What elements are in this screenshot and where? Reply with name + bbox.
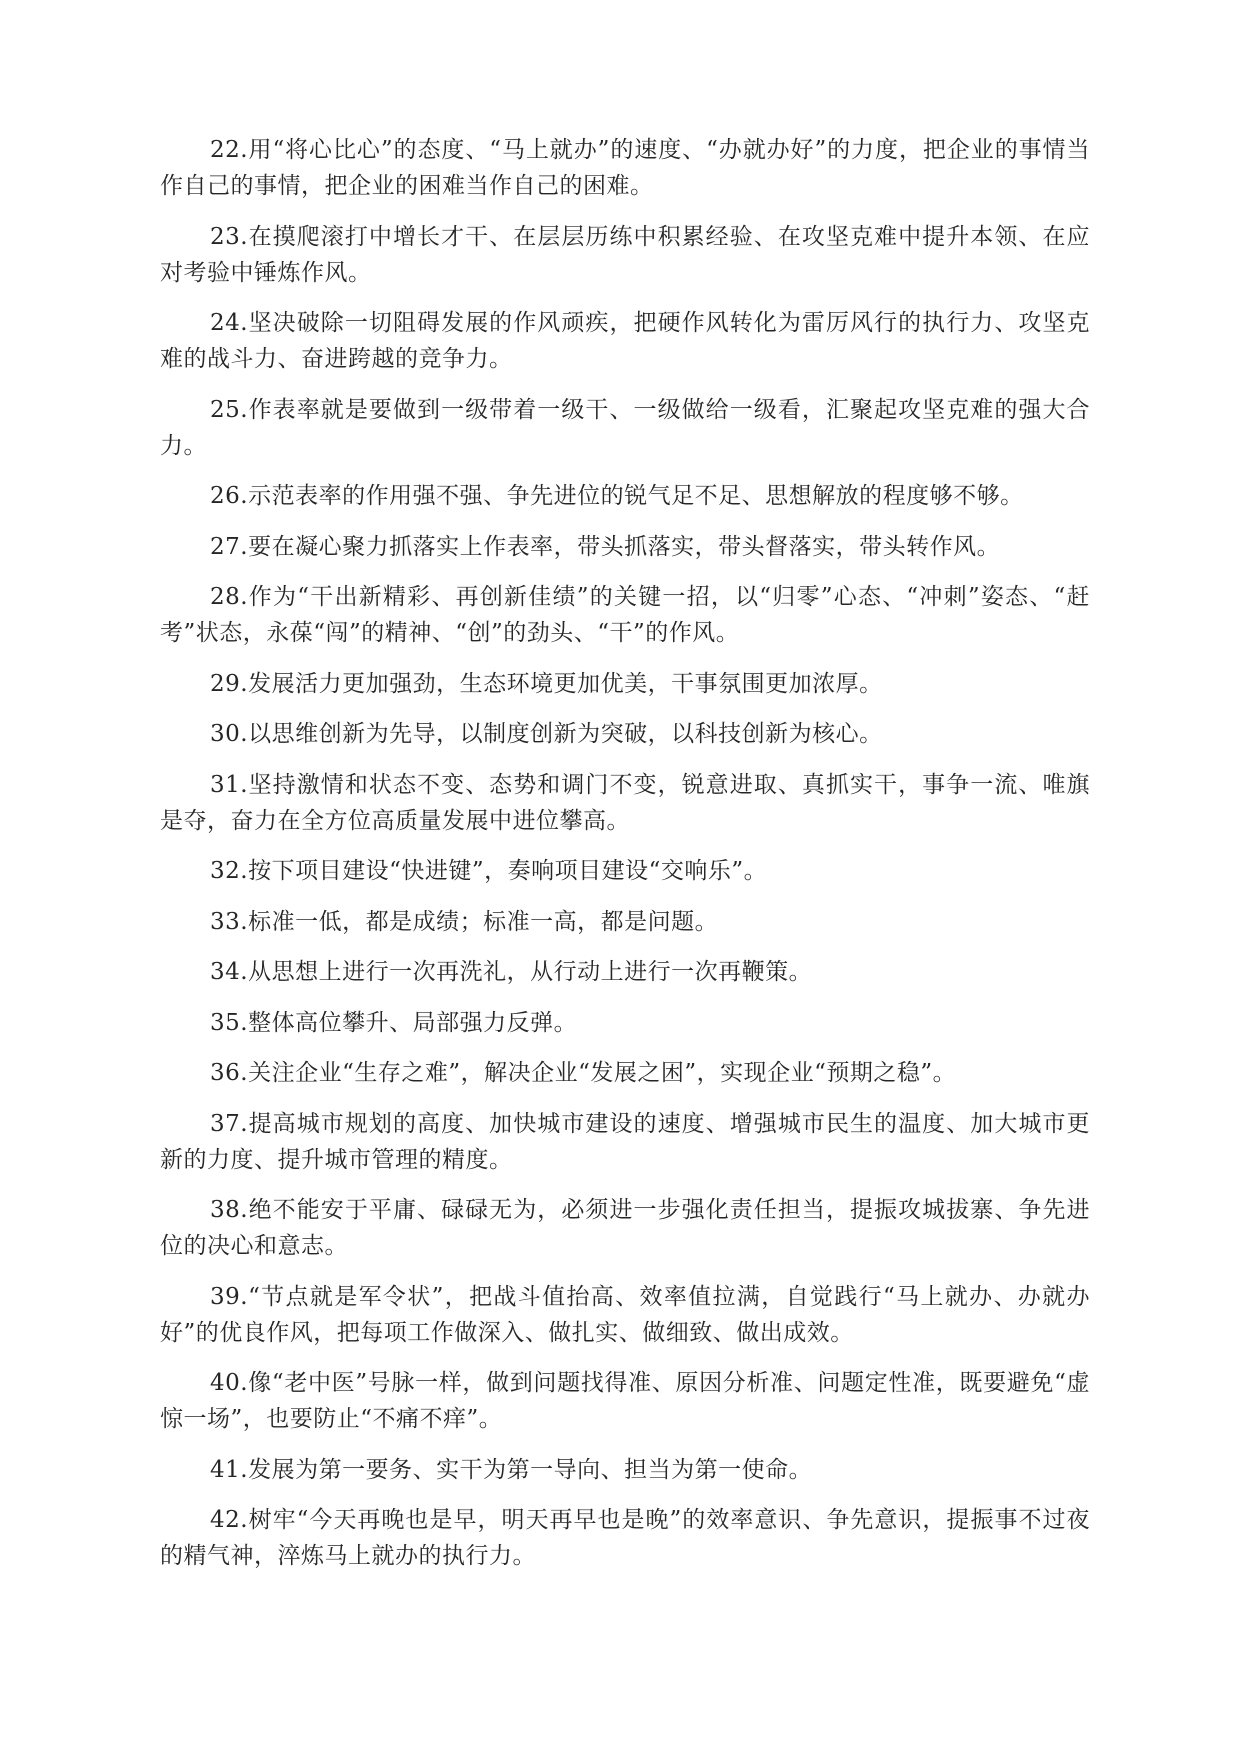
paragraph-24: 24.坚决破除一切阻碍发展的作风顽疾，把硬作风转化为雷厉风行的执行力、攻坚克难的战斗力、奋进跨越的竞争力。 (160, 310, 1090, 372)
document-body (160, 132, 1090, 1589)
paragraph-25: 25.作表率就是要做到一级带着一级干、一级做给一级看，汇聚起攻坚克难的强大合力。 (160, 396, 1090, 459)
paragraph-23: 23.在摸爬滚打中增长才干、在层层历练中积累经验、在攻坚克难中提升本领、在应对考验中锤炼作风。 (160, 223, 1090, 286)
paragraph-35: 35.整体高位攀升、局部强力反弹。 (210, 1009, 578, 1036)
paragraph-33: 33.标准一低，都是成绩；标准一高，都是问题。 (210, 908, 719, 935)
paragraph-38: 38.绝不能安于平庸、碌碌无为，必须进一步强化责任担当，提振攻城拔寨、争先进位的决心和意志。 (160, 1197, 1090, 1259)
paragraph-22: 22.用“将心比心”的态度、“马上就办”的速度、“办就办好”的力度，把企业的事情当作自己的事情，把企业的困难当作自己的困难。 (160, 137, 1090, 199)
paragraph-27: 27.要在凝心聚力抓落实上作表率，带头抓落实，带头督落实，带头转作风。 (210, 533, 1001, 560)
paragraph-34: 34.从思想上进行一次再洗礼，从行动上进行一次再鞭策。 (210, 959, 813, 985)
paragraph-28: 28.作为“干出新精彩、再创新佳绩”的关键一招，以“归零”心态、“冲刺”姿态、“赶考”状态，永葆“闯”的精神、“创”的劲头、“干”的作风。 (160, 584, 1090, 646)
paragraph-30: 30.以思维创新为先导，以制度创新为突破，以科技创新为核心。 (210, 721, 883, 747)
paragraph-39: 39.“节点就是军令状”，把战斗值抬高、效率值拉满，自觉践行“马上就办、办就办好”的优良作风，把每项工作做深入、做扎实、做细致、做出成效。 (160, 1283, 1090, 1346)
paragraph-41: 41.发展为第一要务、实干为第一导向、担当为第一使命。 (210, 1456, 813, 1483)
paragraph-32: 32.按下项目建设“快进键”，奏响项目建设“交响乐”。 (210, 858, 768, 884)
paragraph-31: 31.坚持激情和状态不变、态势和调门不变，锐意进取、真抓实干，事争一流、唯旗是夺，奋力在全方位高质量发展中进位攀高。 (160, 771, 1090, 834)
paragraph-26: 26.示范表率的作用强不强、争先进位的锐气足不足、思想解放的程度够不够。 (210, 483, 1024, 509)
paragraph-42: 42.树牢“今天再晚也是早，明天再早也是晚”的效率意识、争先意识，提振事不过夜的精气神，淬炼马上就办的执行力。 (160, 1507, 1090, 1569)
paragraph-36: 36.关注企业“生存之难”，解决企业“发展之困”，实现企业“预期之稳”。 (210, 1060, 957, 1086)
paragraph-29: 29.发展活力更加强劲，生态环境更加优美，干事氛围更加浓厚。 (210, 670, 883, 697)
paragraph-37: 37.提高城市规划的高度、加快城市建设的速度、增强城市民生的温度、加大城市更新的力度、提升城市管理的精度。 (160, 1110, 1090, 1173)
paragraph-40: 40.像“老中医”号脉一样，做到问题找得准、原因分析准、问题定性准，既要避免“虚惊一场”，也要防止“不痛不痒”。 (160, 1370, 1090, 1432)
